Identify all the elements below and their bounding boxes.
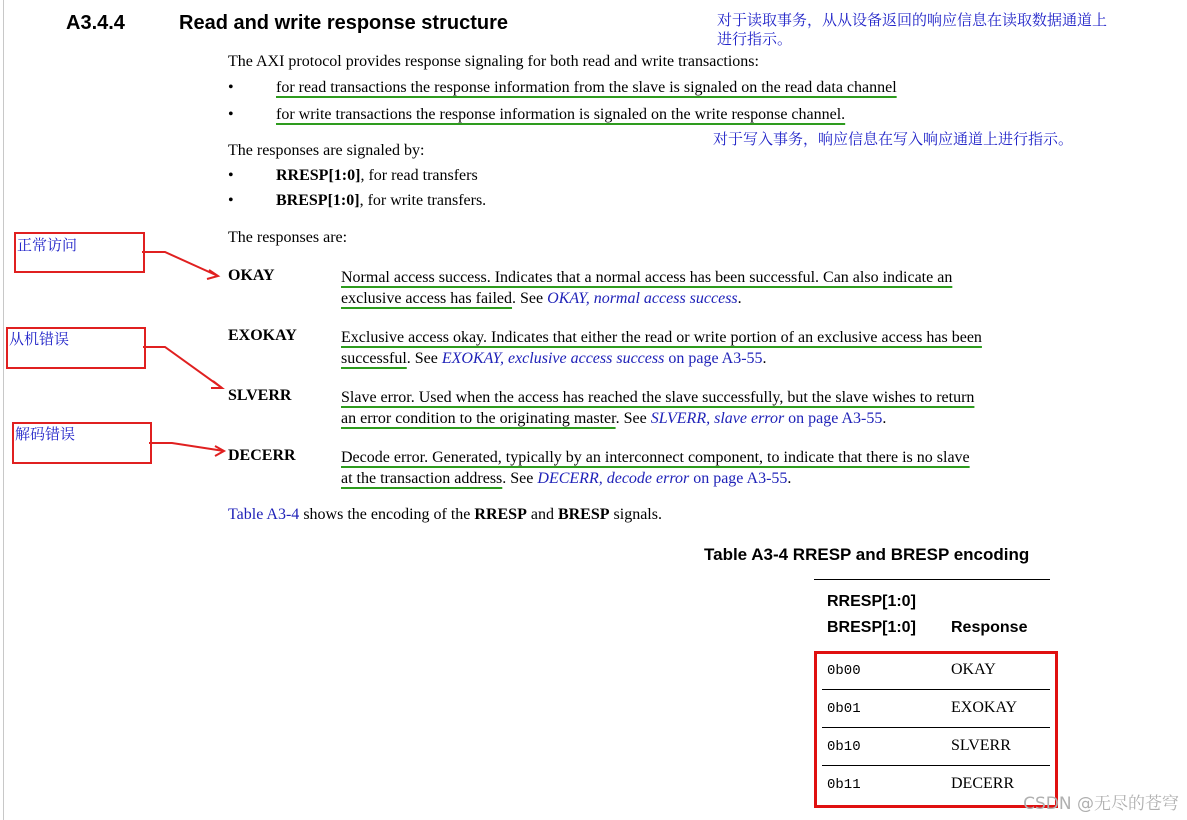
link-slverr-page[interactable]: on page A3-55	[784, 410, 883, 427]
term-okay: OKAY	[228, 267, 275, 284]
table-title: Table A3-4 RRESP and BRESP encoding	[704, 545, 1030, 564]
table-ref-text2: and	[526, 506, 558, 523]
period: .	[882, 410, 887, 427]
read-note-line2: 进行指示。	[717, 30, 793, 48]
arrowhead-okay	[207, 270, 218, 279]
link-decerr-page[interactable]: on page A3-55	[689, 470, 788, 487]
desc-okay	[341, 267, 952, 309]
table-cell-code: 0b01	[827, 701, 861, 717]
table-ref-rresp: RRESP	[474, 506, 527, 523]
table-cell-code: 0b00	[827, 663, 861, 679]
desc-decerr-line2: at the transaction address	[341, 470, 503, 487]
rresp-signal: RRESP[1:0]	[276, 167, 361, 184]
section-number: A3.4.4	[66, 12, 125, 34]
link-decerr[interactable]: DECERR, decode error	[537, 470, 690, 487]
bresp-signal: BRESP[1:0]	[276, 192, 360, 209]
annotation-label-okay: 正常访问	[17, 236, 78, 254]
table-ref-text3: signals.	[609, 506, 662, 523]
table-cell-code: 0b11	[827, 777, 861, 793]
period: .	[762, 350, 767, 367]
period: .	[737, 290, 742, 307]
arrow-decerr	[149, 443, 224, 451]
table-ref-sentence	[228, 506, 662, 524]
table-cell-code: 0b10	[827, 739, 861, 755]
arrow-okay	[142, 252, 218, 276]
desc-okay-line1: Normal access success. Indicates that a normal access has been successful. Can also indicate an	[341, 269, 953, 286]
table-cell-response: OKAY	[951, 661, 996, 678]
see-text: . See	[615, 410, 651, 427]
desc-slverr-line1: Slave error. Used when the access has reached the slave successfully, but the slave wishes to return	[341, 389, 975, 406]
see-text: . See	[406, 350, 442, 367]
annotation-label-slverr: 从机错误	[9, 330, 70, 348]
bullet-dot: •	[228, 192, 234, 209]
link-exokay-page[interactable]: on page A3-55	[664, 350, 763, 367]
table-row-divider	[822, 689, 1050, 690]
bresp-desc: , for write transfers.	[359, 192, 487, 209]
term-decerr: DECERR	[228, 447, 296, 464]
annotation-label-decerr: 解码错误	[15, 425, 76, 443]
page-left-border	[3, 0, 4, 820]
bullet-bresp	[276, 192, 486, 210]
write-note: 对于写入事务，响应信息在写入响应通道上进行指示。	[713, 130, 1074, 148]
see-text: . See	[502, 470, 538, 487]
link-okay[interactable]: OKAY, normal access success	[547, 290, 738, 307]
period: .	[787, 470, 792, 487]
col-header-bresp: BRESP[1:0]	[827, 619, 916, 636]
table-top-rule	[814, 579, 1050, 580]
table-ref-link[interactable]: Table A3-4	[228, 506, 300, 523]
desc-exokay-line2: successful	[341, 350, 407, 367]
responses-are-text: The responses are:	[228, 229, 348, 246]
table-row-divider	[822, 765, 1050, 766]
rresp-desc: , for read transfers	[360, 167, 478, 184]
term-exokay: EXOKAY	[228, 327, 297, 344]
watermark: CSDN @无尽的苍穹	[1023, 794, 1179, 814]
read-note-line1: 对于读取事务，从从设备返回的响应信息在读取数据通道上	[717, 11, 1108, 29]
desc-slverr-line2: an error condition to the originating master	[341, 410, 616, 427]
bullet-read-channel: for read transactions the response information from the slave is signaled on the read data channel	[276, 79, 897, 96]
table-cell-response: SLVERR	[951, 737, 1011, 754]
bullet-dot: •	[228, 79, 234, 96]
desc-slverr	[341, 387, 974, 429]
table-ref-text1: shows the encoding of the	[299, 506, 475, 523]
arrow-slverr	[143, 347, 222, 388]
signaled-by-text: The responses are signaled by:	[228, 142, 425, 159]
term-slverr: SLVERR	[228, 387, 292, 404]
bullet-dot: •	[228, 167, 234, 184]
table-cell-response: EXOKAY	[951, 699, 1018, 716]
bullet-write-channel: for write transactions the response information is signaled on the write response channel.	[276, 106, 846, 123]
section-title: Read and write response structure	[179, 12, 508, 34]
see-text: . See	[512, 290, 548, 307]
link-exokay[interactable]: EXOKAY, exclusive access success	[441, 350, 665, 367]
table-ref-bresp: BRESP	[557, 506, 610, 523]
arrowhead-slverr	[211, 381, 222, 388]
table-cell-response: DECERR	[951, 775, 1015, 792]
table-row-divider	[822, 727, 1050, 728]
bullet-dot: •	[228, 106, 234, 123]
col-header-response: Response	[951, 619, 1028, 636]
bullet-rresp	[276, 167, 478, 185]
arrowhead-decerr	[215, 446, 224, 456]
desc-exokay	[341, 327, 982, 369]
desc-exokay-line1: Exclusive access okay. Indicates that either the read or write portion of an exclusive access has been	[341, 329, 982, 346]
desc-okay-line2: exclusive access has failed	[341, 290, 513, 307]
col-header-rresp: RRESP[1:0]	[827, 593, 916, 610]
intro-text: The AXI protocol provides response signaling for both read and write transactions:	[228, 53, 759, 70]
desc-decerr	[341, 447, 970, 489]
link-slverr[interactable]: SLVERR, slave error	[650, 410, 785, 427]
desc-decerr-line1: Decode error. Generated, typically by an interconnect component, to indicate that there is no slave	[341, 449, 970, 466]
